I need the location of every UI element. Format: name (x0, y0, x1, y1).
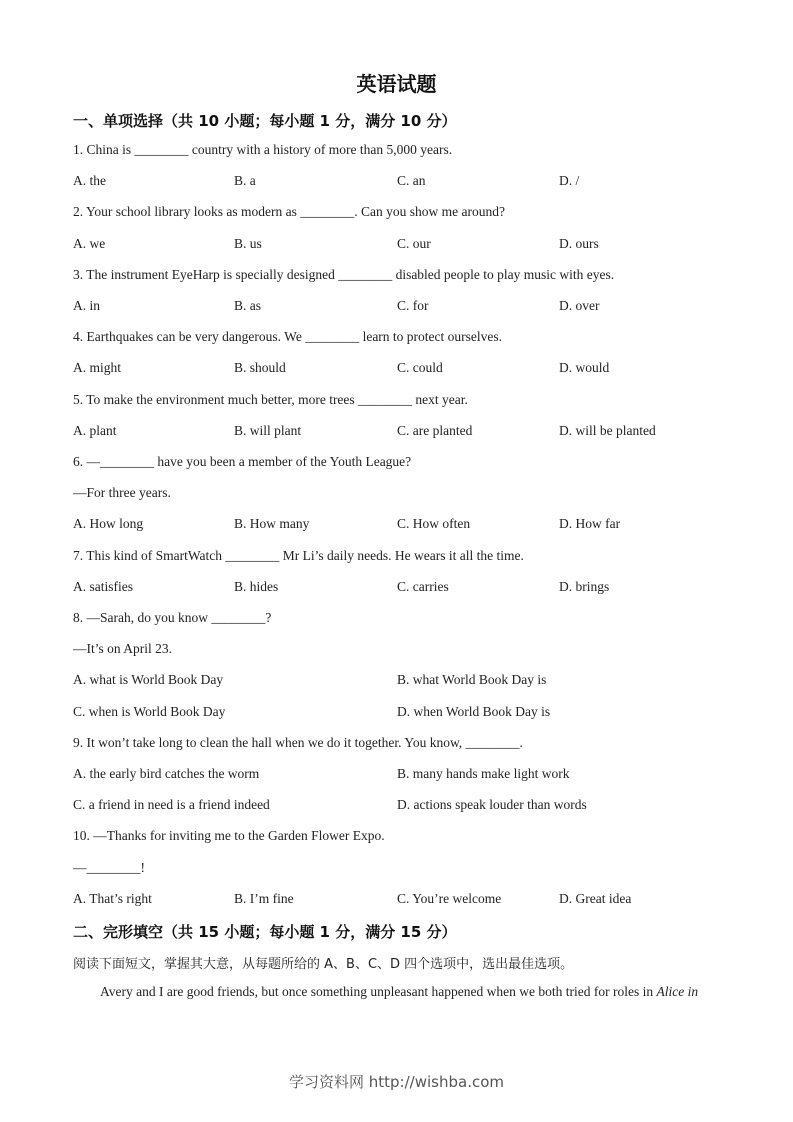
question-1-option-b: B. a (234, 173, 256, 188)
question-5-option-c: C. are planted (397, 423, 473, 438)
section-1-heading: 一、单项选择（共 10 小题；每小题 1 分，满分 10 分） (73, 112, 457, 130)
question-6-option-c: C. How often (397, 516, 471, 531)
question-6-reply: —For three years. (73, 485, 171, 500)
question-4-stem: 4. Earthquakes can be very dangerous. We ________ learn to protect ourselves. (73, 329, 503, 344)
question-6-option-a: A. How long (73, 516, 144, 531)
question-9-stem: 9. It won’t take long to clean the hall when we do it together. You know, ________. (73, 735, 523, 750)
question-5-stem: 5. To make the environment much better, more trees ________ next year. (73, 392, 468, 407)
section-2-heading: 二、完形填空（共 15 小题；每小题 1 分，满分 15 分） (73, 923, 457, 941)
question-2-stem: 2. Your school library looks as modern as ________. Can you show me around? (73, 204, 505, 219)
section-2-instruction: 阅读下面短文，掌握其大意，从每题所给的 A、B、C、D 四个选项中，选出最佳选项。 (73, 957, 574, 972)
question-9-option-b: B. many hands make light work (397, 766, 570, 781)
passage-text: Avery and I are good friends, but once something unpleasant happened when we both tried for roles in (100, 984, 657, 999)
question-2-option-b: B. us (234, 236, 262, 251)
question-5-option-b: B. will plant (234, 423, 302, 438)
question-8-option-c: C. when is World Book Day (73, 704, 226, 719)
question-4-option-d: D. would (559, 360, 610, 375)
question-7-stem: 7. This kind of SmartWatch ________ Mr Li’s daily needs. He wears it all the time. (73, 548, 524, 563)
question-6-option-d: D. How far (559, 516, 621, 531)
question-1-option-a: A. the (73, 173, 106, 188)
question-7-option-a: A. satisfies (73, 579, 133, 594)
question-6-option-b: B. How many (234, 516, 310, 531)
footer-watermark: 学习资料网 http://wishba.com (289, 1073, 504, 1091)
question-3-option-c: C. for (397, 298, 429, 313)
question-3-stem: 3. The instrument EyeHarp is specially designed ________ disabled people to play music with eyes. (73, 267, 615, 282)
page-title: 英语试题 (356, 72, 437, 96)
question-3-option-b: B. as (234, 298, 261, 313)
question-7-option-b: B. hides (234, 579, 279, 594)
question-7-option-d: D. brings (559, 579, 610, 594)
question-8-option-d: D. when World Book Day is (397, 704, 551, 719)
question-8-reply: —It’s on April 23. (73, 641, 173, 656)
passage-italic-title: Alice in (656, 984, 699, 999)
question-3-option-d: D. over (559, 298, 600, 313)
question-3-option-a: A. in (73, 298, 100, 313)
question-6-stem: 6. —________ have you been a member of the Youth League? (73, 454, 412, 469)
question-9-option-a: A. the early bird catches the worm (73, 766, 260, 781)
question-10-option-b: B. I’m fine (234, 891, 294, 906)
question-9-option-d: D. actions speak louder than words (397, 797, 587, 812)
question-10-option-d: D. Great idea (559, 891, 632, 906)
question-1-stem: 1. China is ________ country with a history of more than 5,000 years. (73, 142, 453, 157)
question-10-stem: 10. —Thanks for inviting me to the Garden Flower Expo. (73, 828, 385, 843)
question-5-option-a: A. plant (73, 423, 117, 438)
question-4-option-a: A. might (73, 360, 122, 375)
question-8-option-b: B. what World Book Day is (397, 672, 547, 687)
question-1-option-d: D. / (559, 173, 580, 188)
question-7-option-c: C. carries (397, 579, 449, 594)
question-1-option-c: C. an (397, 173, 426, 188)
question-4-option-b: B. should (234, 360, 286, 375)
question-2-option-d: D. ours (559, 236, 599, 251)
question-2-option-a: A. we (73, 236, 106, 251)
question-8-stem: 8. —Sarah, do you know ________? (73, 610, 272, 625)
question-10-option-a: A. That’s right (73, 891, 152, 906)
question-8-option-a: A. what is World Book Day (73, 672, 224, 687)
question-10-option-c: C. You’re welcome (397, 891, 502, 906)
question-5-option-d: D. will be planted (559, 423, 656, 438)
question-10-reply: —________! (73, 860, 145, 875)
passage-first-line (100, 984, 698, 1000)
question-2-option-c: C. our (397, 236, 431, 251)
question-9-option-c: C. a friend in need is a friend indeed (73, 797, 270, 812)
question-4-option-c: C. could (397, 360, 443, 375)
